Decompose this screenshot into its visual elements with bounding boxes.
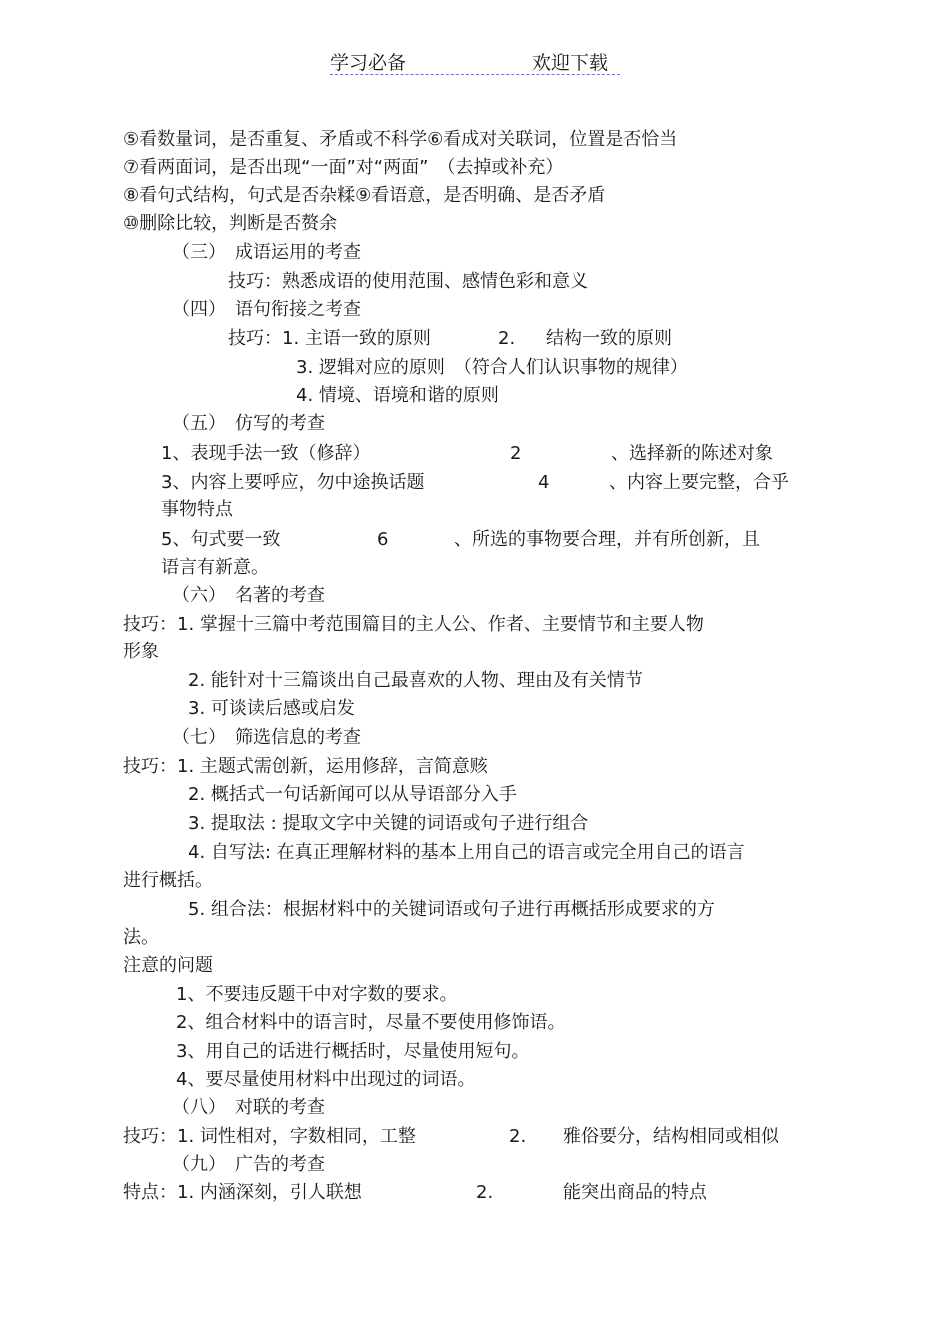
text-line: 4. 情境、语境和谐的原则 bbox=[296, 385, 499, 406]
text-line: ⑦看两面词，是否出现“一面”对“两面” （去掉或补充） bbox=[123, 157, 564, 178]
text-line bbox=[123, 1182, 823, 1204]
text-line: 形象 bbox=[123, 641, 159, 662]
text-line: 技巧：熟悉成语的使用范围、感情色彩和意义 bbox=[228, 271, 588, 292]
text-segment: 4 bbox=[538, 472, 550, 493]
text-line: 4. 自写法: 在真正理解材料的基本上用自己的语言或完全用自己的语言 bbox=[188, 842, 745, 863]
text-segment: 2 bbox=[510, 443, 522, 464]
list-item: 2、组合材料中的语言时，尽量不要使用修饰语。 bbox=[176, 1012, 566, 1033]
section-heading: （五） 仿写的考查 bbox=[172, 413, 325, 434]
text-line: 技巧：1. 主题式需创新，运用修辞，言简意赅 bbox=[123, 756, 488, 777]
text-line bbox=[228, 328, 728, 350]
text-segment: 2. bbox=[476, 1182, 494, 1203]
text-segment: 、选择新的陈述对象 bbox=[611, 443, 773, 464]
text-segment: 6 bbox=[377, 529, 389, 550]
list-item: 3、用自己的话进行概括时，尽量使用短句。 bbox=[176, 1041, 530, 1062]
text-line: ⑤看数量词，是否重复、矛盾或不科学⑥看成对关联词，位置是否恰当 bbox=[123, 129, 678, 150]
text-segment: 技巧：1. 词性相对，字数相同，工整 bbox=[123, 1126, 416, 1147]
text-line: 3. 可谈读后感或启发 bbox=[188, 698, 355, 719]
text-segment: 3、内容上要呼应，勿中途换话题 bbox=[161, 472, 425, 493]
text-segment: 雅俗要分，结构相同或相似 bbox=[563, 1126, 779, 1147]
text-segment: 、所选的事物要合理，并有所创新，且 bbox=[454, 529, 760, 550]
text-line: 进行概括。 bbox=[123, 870, 213, 891]
text-line bbox=[161, 472, 821, 494]
header-right-text: 欢迎下载 bbox=[532, 52, 609, 74]
text-line: 3. 逻辑对应的原则 （符合人们认识事物的规律） bbox=[296, 357, 688, 378]
text-segment: 特点：1. 内涵深刻，引人联想 bbox=[123, 1182, 362, 1203]
text-segment: 5、句式要一致 bbox=[161, 529, 281, 550]
text-segment: 结构一致的原则 bbox=[546, 328, 672, 349]
text-line: 2. 概括式一句话新闻可以从导语部分入手 bbox=[188, 784, 517, 805]
section-heading: （三） 成语运用的考查 bbox=[172, 242, 361, 263]
text-line: 5. 组合法：根据材料中的关键词语或句子进行再概括形成要求的方 bbox=[188, 899, 715, 920]
section-heading: （七） 筛选信息的考查 bbox=[172, 727, 361, 748]
text-segment: 技巧：1. 主语一致的原则 bbox=[228, 328, 431, 349]
section-heading: （四） 语句衔接之考查 bbox=[172, 299, 361, 320]
text-line bbox=[123, 1126, 823, 1148]
list-item: 1、不要违反题干中对字数的要求。 bbox=[176, 984, 458, 1005]
text-line: ⑩删除比较，判断是否赘余 bbox=[123, 213, 338, 234]
text-segment: 能突出商品的特点 bbox=[563, 1182, 707, 1203]
text-line: 法。 bbox=[123, 927, 159, 948]
text-line: 事物特点 bbox=[161, 499, 233, 520]
section-heading: （八） 对联的考查 bbox=[172, 1097, 325, 1118]
text-segment: 2. bbox=[498, 328, 516, 349]
text-line: 3. 提取法 : 提取文字中关键的词语或句子进行组合 bbox=[188, 813, 589, 834]
text-segment: 2. bbox=[509, 1126, 527, 1147]
text-line: ⑧看句式结构，句式是否杂糅⑨看语意，是否明确、是否矛盾 bbox=[123, 185, 606, 206]
text-line: 注意的问题 bbox=[123, 955, 213, 976]
page-header bbox=[330, 48, 620, 75]
text-line: 技巧：1. 掌握十三篇中考范围篇目的主人公、作者、主要情节和主要人物 bbox=[123, 614, 704, 635]
section-heading: （六） 名著的考查 bbox=[172, 585, 325, 606]
section-heading: （九） 广告的考查 bbox=[172, 1154, 325, 1175]
text-line: 语言有新意。 bbox=[161, 557, 269, 578]
text-segment: 、内容上要完整，合乎 bbox=[609, 472, 789, 493]
list-item: 4、要尽量使用材料中出现过的词语。 bbox=[176, 1069, 476, 1090]
text-line bbox=[161, 443, 821, 465]
text-line bbox=[161, 529, 821, 551]
text-segment: 1、表现手法一致（修辞） bbox=[161, 443, 371, 464]
text-line: 2. 能针对十三篇谈出自己最喜欢的人物、理由及有关情节 bbox=[188, 670, 643, 691]
header-left-text: 学习必备 bbox=[330, 52, 407, 74]
